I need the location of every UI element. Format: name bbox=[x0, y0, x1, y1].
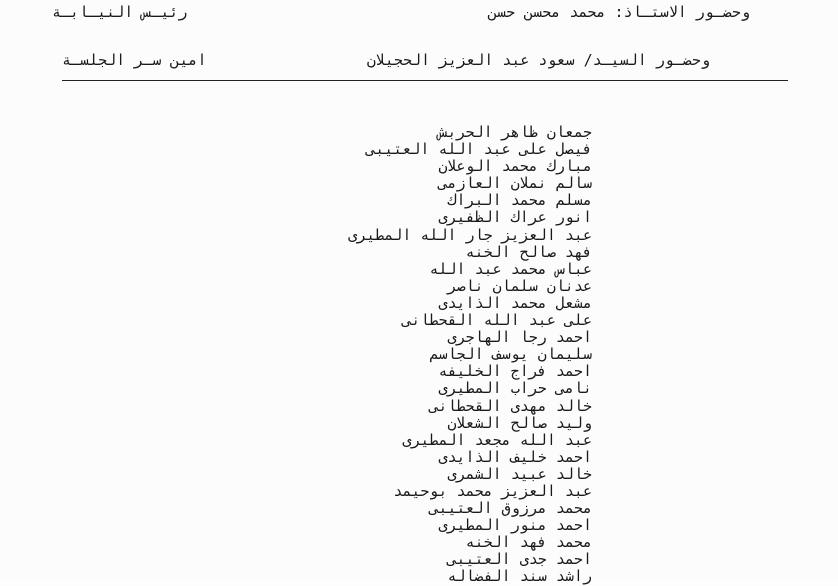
name-list-item: خالد مهدى القحطانى bbox=[429, 396, 592, 415]
name-list-item: فيصل على عبد الله العتيبى bbox=[366, 140, 592, 159]
prosecutor-attendance-line: وحضـور الاستـاذ: محمد محسن حسن bbox=[488, 3, 750, 21]
name-list-item: عدنان سلمان ناصر bbox=[447, 276, 592, 295]
name-list-item: خالد عبيد الشمرى bbox=[447, 464, 592, 483]
name-list-item: محمد مرزوق العتيبى bbox=[429, 499, 592, 518]
name-list-item: مسلم محمد البراك bbox=[447, 191, 592, 210]
name-list-item: مبارك محمد الوعلان bbox=[438, 157, 592, 176]
prosecution-head-title: رئيـس النيـابـة bbox=[52, 3, 188, 21]
name-list-item: فهد صالح الخنه bbox=[465, 242, 592, 261]
name-list-item: احمد خليف الذايدى bbox=[438, 447, 592, 466]
name-list-item: عبد العزيز محمد بوحيمد bbox=[393, 481, 592, 500]
name-list-item: انور عراك الظفيرى bbox=[438, 208, 592, 227]
name-list-item: احمد فراج الخليفه bbox=[438, 362, 592, 381]
session-secretary-title: امين سـر الجلسـة bbox=[62, 51, 207, 69]
name-list-item: راشد سند الفضاله bbox=[447, 567, 592, 586]
names-list bbox=[348, 124, 592, 586]
name-list-item: عبد العزيز جار الله المطيرى bbox=[348, 225, 592, 244]
name-list-item: سالم نملان العازمى bbox=[438, 174, 592, 193]
name-list-item: مشعل محمد الذايدى bbox=[438, 293, 592, 312]
secretary-attendance-line: وحضـور السيـد/ سعود عبد العزيز الحجيلان bbox=[366, 51, 710, 69]
name-list-item: على عبد الله القحطانى bbox=[402, 311, 592, 330]
name-list-item: احمد جدى العتيبى bbox=[447, 550, 592, 569]
name-list-item: عباس محمد عبد الله bbox=[429, 259, 592, 278]
name-list-item: وليد صالح الشعلان bbox=[447, 413, 592, 432]
name-list-item: نامى حراب المطيرى bbox=[438, 379, 592, 398]
name-list-item: جمعان ظاهر الحربش bbox=[438, 123, 592, 141]
name-list-item: احمد منور المطيرى bbox=[438, 516, 592, 535]
name-list-item: عبد الله مجعد المطيرى bbox=[402, 430, 592, 449]
header-divider bbox=[62, 80, 788, 81]
name-list-item: سليمان يوسف الجاسم bbox=[429, 345, 592, 364]
name-list-item: محمد فهد الخنه bbox=[465, 533, 592, 552]
name-list-item: احمد رجا الهاجرى bbox=[447, 328, 592, 347]
